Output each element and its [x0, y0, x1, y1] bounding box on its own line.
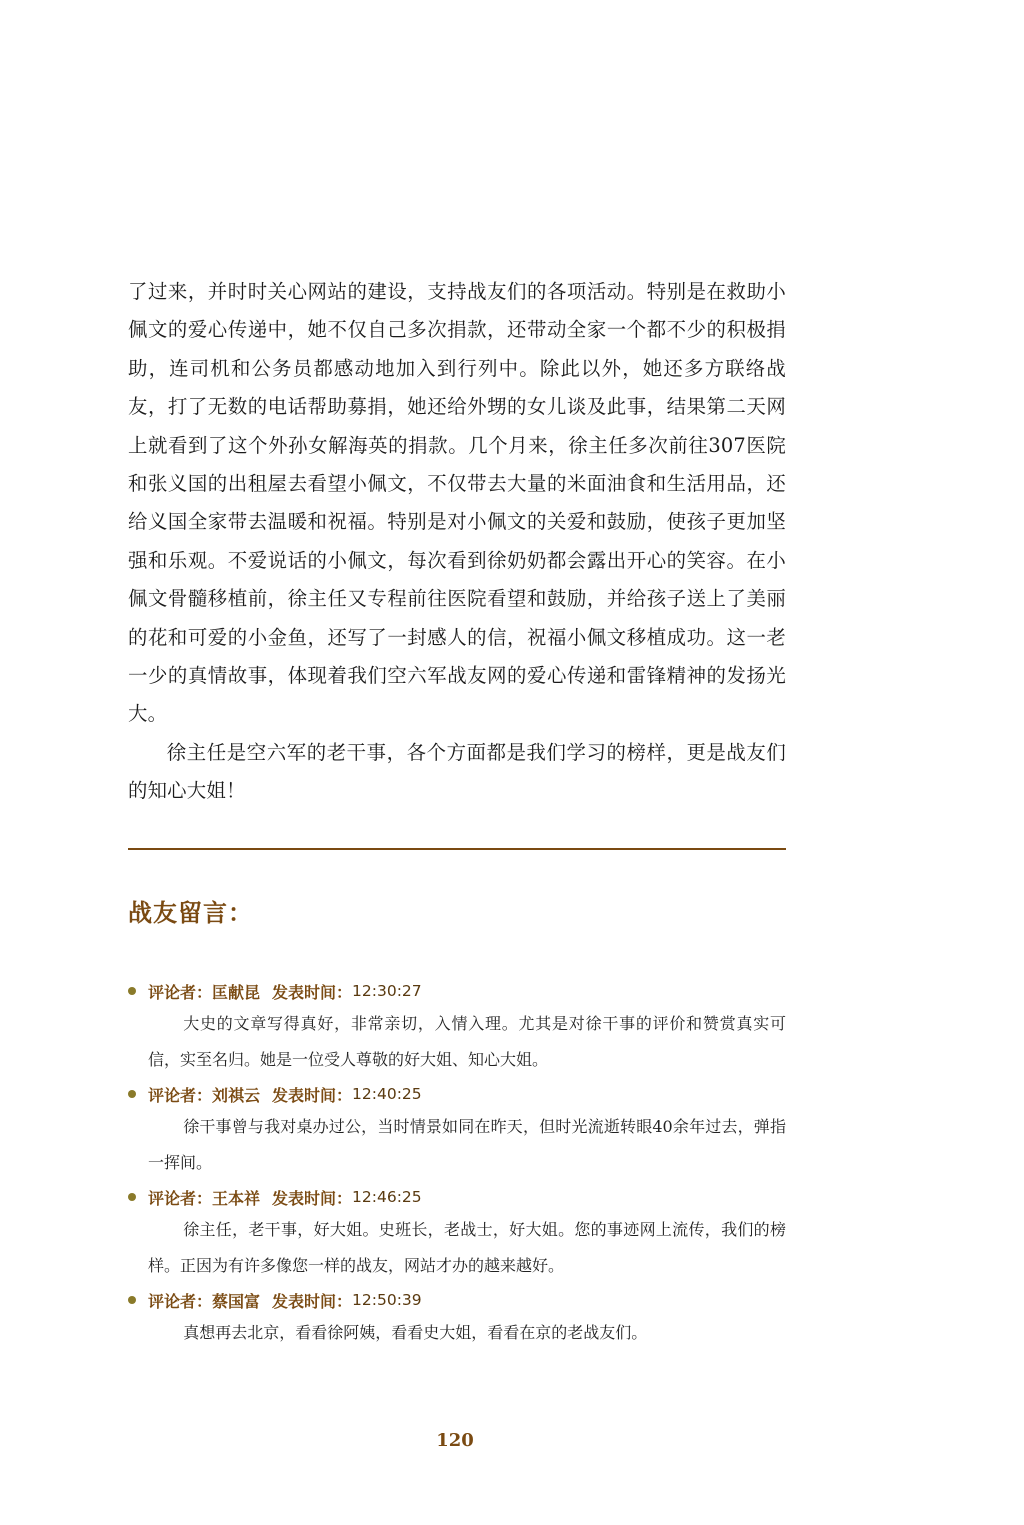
comment-author: 评论者：匡献昆 — [148, 982, 261, 1002]
comment-text: 徐干事曾与我对桌办过公，当时情景如同在昨天，但时光流逝转眼40余年过去，弹指一挥间。 — [148, 1117, 786, 1172]
bullet-icon — [128, 1193, 136, 1201]
bullet-icon — [128, 1090, 136, 1098]
comment-time: 12:30:27 — [352, 982, 422, 1000]
article-body — [128, 273, 786, 811]
comment-time: 12:50:39 — [352, 1291, 422, 1309]
comment-item — [128, 976, 786, 1077]
comment-text: 真想再去北京，看看徐阿姨，看看史大姐，看看在京的老战友们。 — [183, 1323, 648, 1342]
comment-item — [128, 1079, 786, 1180]
article-paragraph: 了过来，并时时关心网站的建设，支持战友们的各项活动。特别是在救助小佩文的爱心传递中，她不仅自己多次捐款，还带动全家一个都不少的积极捐助，连司机和公务员都感动地加入到行列中。除此以外，她还多方联络战友，打了无数的电话帮助募捐，她还给外甥的女儿谈及此事，结果第二天网上就看到了这个外孙女解海英的捐款。几个月来，徐主任多次前往307医院和张义国的出租屋去看望小佩文，不仅带去大量的米面油食和生活用品，还给义国全家带去温暖和祝福。特别是对小佩文的关爱和鼓励，使孩子更加坚强和乐观。不爱说话的小佩文，每次看到徐奶奶都会露出开心的笑容。在小佩文骨髓移植前，徐主任又专程前往医院看望和鼓励，并给孩子送上了美丽的花和可爱的小金鱼，还写了一封感人的信，祝福小佩文移植成功。这一老一少的真情故事，体现着我们空六军战友网的爱心传递和雷锋精神的发扬光大。 — [128, 280, 786, 726]
bullet-icon — [128, 1296, 136, 1304]
comment-time: 12:40:25 — [352, 1085, 422, 1103]
comment-item — [128, 1285, 786, 1351]
comment-item — [128, 1182, 786, 1283]
comment-text: 徐主任，老干事，好大姐。史班长，老战士，好大姐。您的事迹网上流传，我们的榜样。正因为有许多像您一样的战友，网站才办的越来越好。 — [148, 1220, 786, 1275]
comment-time-label: 发表时间： — [272, 1291, 353, 1311]
page-number: 120 — [436, 1430, 474, 1451]
comment-header — [128, 1182, 786, 1212]
bullet-icon — [128, 987, 136, 995]
comment-time-label: 发表时间： — [272, 982, 353, 1002]
section-title: 战友留言： — [128, 898, 253, 927]
article-paragraph: 徐主任是空六军的老干事，各个方面都是我们学习的榜样，更是战友们的知心大姐！ — [128, 740, 786, 803]
section-divider — [128, 848, 786, 850]
comment-text: 大史的文章写得真好，非常亲切，入情入理。尤其是对徐干事的评价和赞赏真实可信，实至名归。她是一位受人尊敬的好大姐、知心大姐。 — [148, 1014, 786, 1069]
comment-header — [128, 1079, 786, 1109]
comment-header — [128, 1285, 786, 1315]
comment-author: 评论者：王本祥 — [148, 1188, 261, 1208]
comment-time-label: 发表时间： — [272, 1188, 353, 1208]
comment-author: 评论者：刘祺云 — [148, 1085, 261, 1105]
comment-header — [128, 976, 786, 1006]
comment-list — [128, 976, 786, 1353]
comment-author: 评论者：蔡国富 — [148, 1291, 261, 1311]
comment-time-label: 发表时间： — [272, 1085, 353, 1105]
comment-time: 12:46:25 — [352, 1188, 422, 1206]
